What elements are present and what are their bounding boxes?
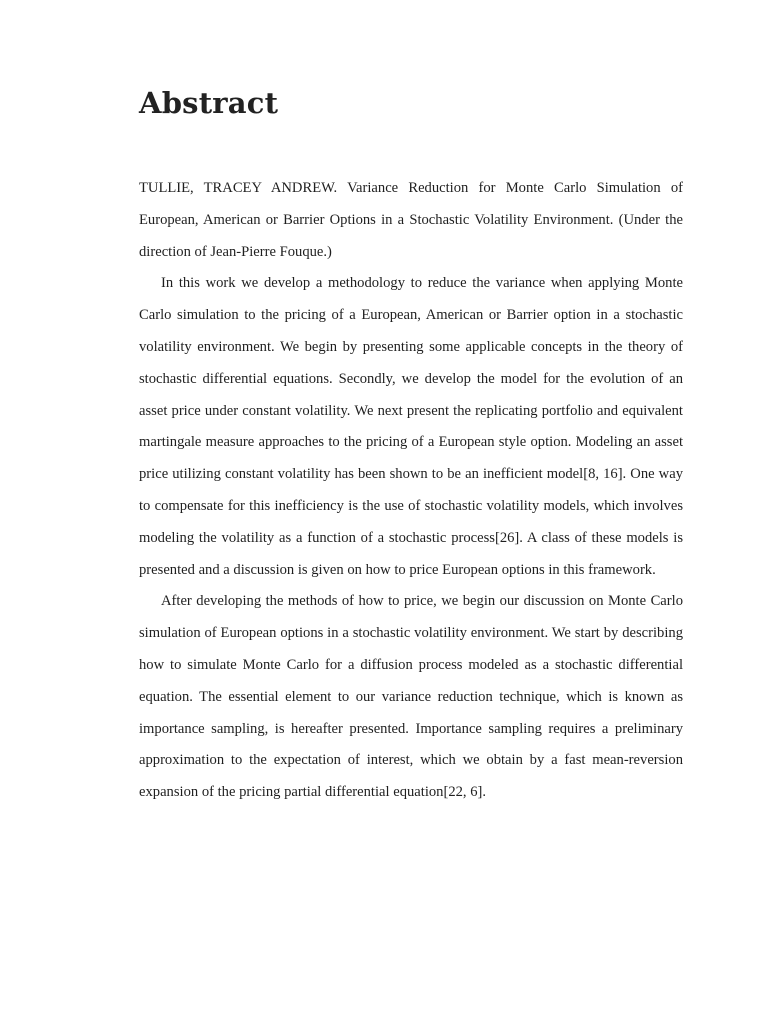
abstract-heading: Abstract bbox=[139, 86, 279, 120]
abstract-paragraph-2: After developing the methods of how to price, we begin our discussion on Monte Carlo simulation of European options in a stochastic volatility environment. We start by describing how to simulate Monte Carlo for a diffusion process modeled as a stochastic differential equation. The essential element to our variance reduction technique, which is known as importance sampling, is hereafter presented. Importance sampling requires a preliminary approximation to the expectation of interest, which we obtain by a fast mean-reversion expansion of the pricing partial differential equation[22, 6]. bbox=[139, 593, 683, 801]
abstract-body bbox=[139, 173, 683, 809]
abstract-paragraph-1: In this work we develop a methodology to reduce the variance when applying Monte Carlo simulation to the pricing of a European, American or Barrier option in a stochastic volatility environment. We begin by presenting some applicable concepts in the theory of stochastic differential equations. Secondly, we develop the model for the evolution of an asset price under constant volatility. We next present the replicating portfolio and equivalent martingale measure approaches to the pricing of a European style option. Modeling an asset price utilizing constant volatility has been shown to be an inefficient model[8, 16]. One way to compensate for this inefficiency is the use of stochastic volatility models, which involves modeling the volatility as a function of a stochastic process[26]. A class of these models is presented and a discussion is given on how to price European options in this framework. bbox=[139, 275, 683, 578]
citation-paragraph: TULLIE, TRACEY ANDREW. Variance Reduction for Monte Carlo Simulation of European, American or Barrier Options in a Stochastic Volatility Environment. (Under the direction of Jean-Pierre Fouque.) bbox=[139, 180, 683, 260]
